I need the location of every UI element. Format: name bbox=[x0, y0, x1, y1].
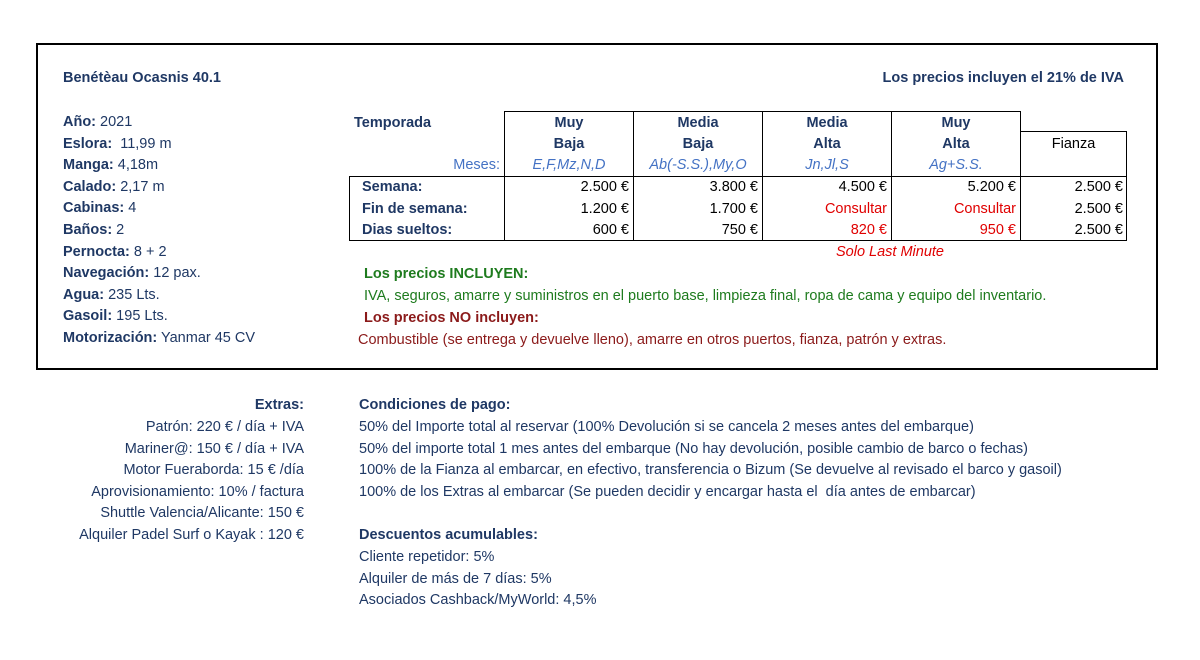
spec-label: Eslora: bbox=[63, 135, 113, 152]
season-line1: Muy bbox=[554, 115, 584, 131]
fianza-cell: 2.500 € bbox=[1074, 222, 1123, 238]
spec-value: 4 bbox=[124, 200, 137, 217]
iva-note: Los precios incluyen el 21% de IVA bbox=[882, 70, 1124, 86]
spec-value: Yanmar 45 CV bbox=[157, 330, 256, 346]
spec-label: Navegación: bbox=[63, 265, 150, 282]
spec-value: 12 pax. bbox=[149, 265, 201, 282]
payment-title: Condiciones de pago: bbox=[359, 397, 511, 413]
spec-row bbox=[63, 222, 124, 238]
spec-value: 2 bbox=[112, 222, 125, 238]
fianza-cell: 2.500 € bbox=[1074, 200, 1123, 217]
includes-title: Los precios INCLUYEN: bbox=[364, 266, 529, 282]
extra-item: Aprovisionamiento: 10% / factura bbox=[91, 483, 304, 500]
spec-label: Manga: bbox=[63, 157, 114, 174]
payment-item: 50% del Importe total al reservar (100% Devolución si se cancela 2 meses antes del embarque) bbox=[359, 419, 974, 435]
excludes-text: Combustible (se entrega y devuelve lleno), amarre en otros puertos, fianza, patrón y extras. bbox=[358, 332, 947, 348]
spec-row bbox=[63, 136, 172, 152]
spec-label: Calado: bbox=[63, 178, 117, 195]
extras-title: Extras: bbox=[254, 397, 304, 413]
price-cell: 750 € bbox=[721, 222, 758, 238]
season-line2: Baja bbox=[553, 136, 585, 152]
spec-row bbox=[63, 244, 167, 260]
price-cell: 5.200 € bbox=[967, 179, 1016, 195]
spec-row bbox=[63, 330, 255, 346]
spec-value: 4,18m bbox=[113, 157, 159, 174]
spec-row bbox=[63, 114, 132, 130]
extra-item: Alquiler Padel Surf o Kayak : 120 € bbox=[79, 526, 304, 543]
discount-item: Alquiler de más de 7 días: 5% bbox=[359, 570, 552, 587]
fianza-cell: 2.500 € bbox=[1074, 179, 1123, 195]
excludes-title: Los precios NO incluyen: bbox=[364, 310, 539, 326]
discounts-title: Descuentos acumulables: bbox=[359, 527, 538, 543]
season-months: E,F,Mz,N,D bbox=[532, 157, 606, 173]
includes-text: IVA, seguros, amarre y suministros en el puerto base, limpieza final, ropa de cama y equipo del inventario. bbox=[364, 288, 1047, 304]
season-months: Jn,Jl,S bbox=[805, 157, 849, 173]
fianza-header: Fianza bbox=[1051, 136, 1096, 152]
season-line2: Alta bbox=[942, 136, 970, 152]
spec-value: 195 Lts. bbox=[112, 308, 168, 325]
spec-row bbox=[63, 308, 168, 324]
last-minute-note: Solo Last Minute bbox=[835, 244, 944, 260]
spec-label: Agua: bbox=[63, 286, 105, 303]
spec-value: 2,17 m bbox=[116, 178, 165, 195]
price-cell: 1.200 € bbox=[580, 200, 629, 217]
spec-label: Motorización: bbox=[63, 330, 158, 346]
price-cell: 1.700 € bbox=[709, 200, 758, 217]
season-months: Ag+S.S. bbox=[929, 157, 983, 173]
spec-value: 235 Lts. bbox=[104, 286, 160, 303]
price-cell: 2.500 € bbox=[580, 179, 629, 195]
price-row-label: Dias sueltos: bbox=[362, 222, 453, 238]
spec-value: 2021 bbox=[96, 114, 133, 130]
price-row-label: Semana: bbox=[362, 179, 423, 195]
season-line2: Baja bbox=[682, 136, 714, 152]
payment-item: 100% de la Fianza al embarcar, en efectivo, transferencia o Bizum (Se devuelve al revisado el barco y gasoil) bbox=[359, 462, 1062, 478]
season-label: Temporada bbox=[354, 115, 432, 131]
season-months: Ab(-S.S.),My,O bbox=[649, 157, 747, 173]
price-cell: Consultar bbox=[953, 200, 1016, 217]
spec-row bbox=[63, 200, 136, 216]
spec-label: Baños: bbox=[63, 222, 113, 238]
spec-label: Cabinas: bbox=[63, 200, 125, 217]
spec-value: 11,99 m bbox=[112, 135, 172, 152]
price-cell: Consultar bbox=[824, 200, 887, 217]
spec-row bbox=[63, 157, 158, 173]
season-line1: Media bbox=[677, 115, 719, 131]
season-line1: Muy bbox=[941, 115, 971, 131]
discount-item: Asociados Cashback/MyWorld: 4,5% bbox=[359, 592, 597, 608]
spec-row bbox=[63, 179, 165, 195]
season-line2: Alta bbox=[813, 136, 841, 152]
price-cell: 950 € bbox=[979, 222, 1016, 238]
spec-value: 8 + 2 bbox=[129, 243, 167, 260]
spec-label: Pernocta: bbox=[63, 243, 130, 260]
months-label: Meses: bbox=[453, 157, 500, 173]
extra-item: Mariner@: 150 € / día + IVA bbox=[124, 440, 304, 457]
boat-model-title: Benétèau Ocasnis 40.1 bbox=[63, 70, 221, 86]
spec-label: Gasoil: bbox=[63, 308, 113, 325]
price-cell: 600 € bbox=[592, 222, 629, 238]
season-line1: Media bbox=[806, 115, 848, 131]
payment-item: 100% de los Extras al embarcar (Se pueden decidir y encargar hasta el día antes de embarcar) bbox=[359, 483, 976, 500]
payment-item: 50% del importe total 1 mes antes del embarque (No hay devolución, posible cambio de barco o fechas) bbox=[359, 440, 1028, 457]
price-cell: 3.800 € bbox=[709, 179, 758, 195]
spec-row bbox=[63, 287, 160, 303]
extra-item: Motor Fueraborda: 15 € /día bbox=[123, 462, 304, 478]
price-cell: 4.500 € bbox=[838, 179, 887, 195]
extra-item: Shuttle Valencia/Alicante: 150 € bbox=[100, 505, 304, 521]
spec-label: Año: bbox=[63, 114, 97, 130]
price-row-label: Fin de semana: bbox=[362, 200, 468, 217]
spec-row bbox=[63, 265, 201, 281]
price-cell: 820 € bbox=[850, 222, 887, 238]
extra-item: Patrón: 220 € / día + IVA bbox=[145, 419, 304, 435]
discount-item: Cliente repetidor: 5% bbox=[359, 549, 495, 565]
